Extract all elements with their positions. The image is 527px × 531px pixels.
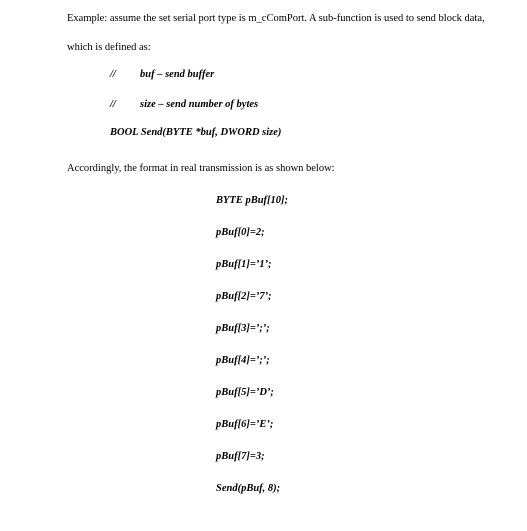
code-line-declaration: BYTE pBuf[10]; [216,195,289,206]
code-line-buf0: pBuf[0]=2; [216,227,265,238]
transmission-intro: Accordingly, the format in real transmission is as shown below: [67,163,335,174]
comment-buf [110,69,214,81]
code-line-send-call: Send(pBuf, 8); [216,483,281,494]
code-line-buf3: pBuf[3]=’;’; [216,323,270,334]
code-line-buf4: pBuf[4]=’;’; [216,355,270,366]
comment-marker: // [110,69,116,80]
intro-paragraph-line-1: Example: assume the set serial port type is m_cComPort. A sub-function is used to send block data, [67,13,485,24]
intro-paragraph-line-2: which is defined as: [67,42,151,53]
code-line-buf2: pBuf[2]=’7’; [216,291,272,302]
comment-size-text: size – send number of bytes [140,99,259,110]
function-signature: BOOL Send(BYTE *buf, DWORD size) [110,127,282,138]
comment-buf-text: buf – send buffer [140,69,215,80]
code-line-buf1: pBuf[1]=’1’; [216,259,272,270]
code-line-buf6: pBuf[6]=’E’; [216,419,274,430]
comment-size [110,99,258,111]
code-line-buf7: pBuf[7]=3; [216,451,265,462]
code-line-buf5: pBuf[5]=’D’; [216,387,274,398]
comment-marker: // [110,99,116,110]
